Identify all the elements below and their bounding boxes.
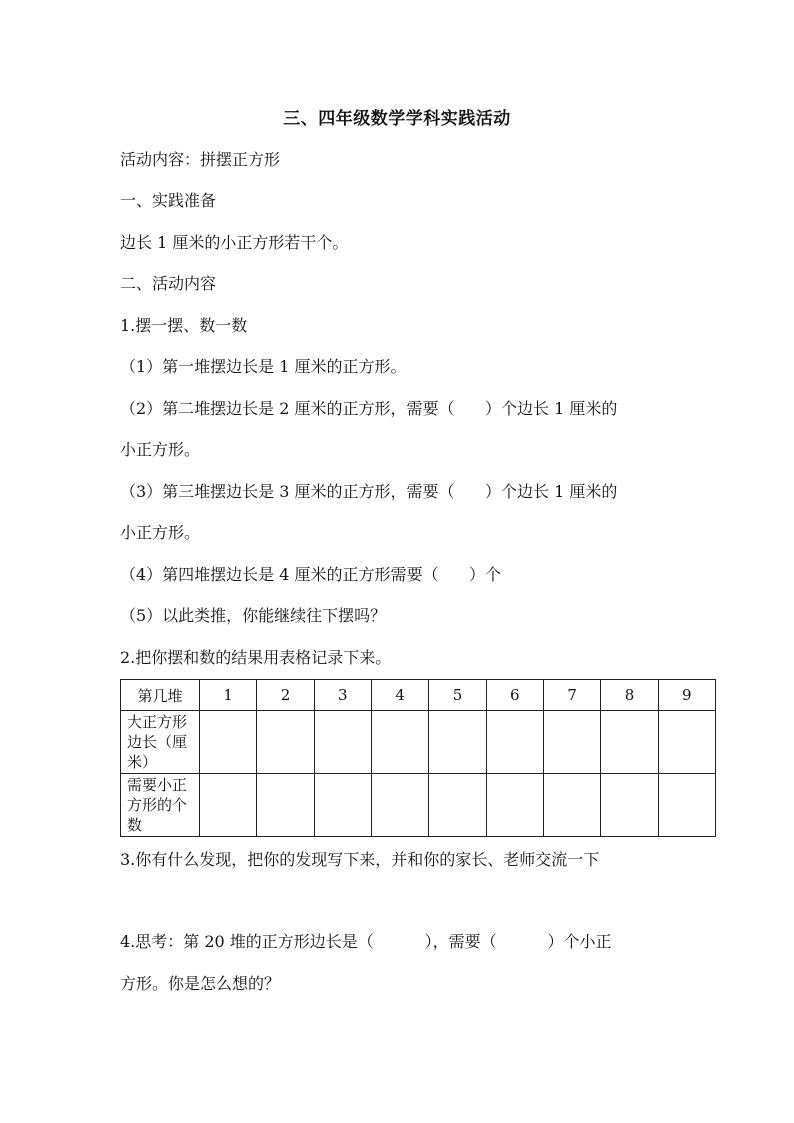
- task2-heading: 2.把你摆和数的结果用表格记录下来。: [120, 648, 392, 667]
- table-column-header: 7: [543, 680, 600, 711]
- table-cell[interactable]: [601, 774, 658, 837]
- table-cell[interactable]: [543, 711, 600, 774]
- table-cell[interactable]: [314, 711, 371, 774]
- table-header-label: 第几堆: [121, 680, 200, 711]
- table-cell[interactable]: [371, 774, 428, 837]
- row-label-count: 需要小正方形的个数: [121, 774, 200, 837]
- task1-item: （2）第二堆摆边长是 2 厘米的正方形，需要（ ）个边长 1 厘米的: [120, 399, 618, 418]
- table-cell[interactable]: [257, 711, 314, 774]
- table-column-header: 6: [486, 680, 543, 711]
- activity-content: 活动内容：拼摆正方形: [120, 150, 281, 169]
- table-cell[interactable]: [257, 774, 314, 837]
- table-cell[interactable]: [543, 774, 600, 837]
- task1-item: 小正方形。: [120, 523, 201, 542]
- task1-item: （4）第四堆摆边长是 4 厘米的正方形需要（ ）个: [120, 565, 502, 584]
- task1-item: 小正方形。: [120, 440, 201, 459]
- task4-line2: 方形。你是怎么想的？: [120, 974, 281, 993]
- table-cell[interactable]: [429, 711, 486, 774]
- table-cell[interactable]: [314, 774, 371, 837]
- table-cell[interactable]: [429, 774, 486, 837]
- task1-item: （1）第一堆摆边长是 1 厘米的正方形。: [120, 357, 407, 376]
- table-row: [121, 774, 716, 837]
- table-column-header: 9: [658, 680, 715, 711]
- table-row: [121, 711, 716, 774]
- table-cell[interactable]: [200, 774, 257, 837]
- task4-line1: 4.思考：第 20 堆的正方形边长是（ ），需要（ ）个小正: [120, 932, 612, 951]
- table-cell[interactable]: [486, 774, 543, 837]
- task1-heading: 1.摆一摆、数一数: [120, 316, 248, 335]
- table-cell[interactable]: [658, 711, 715, 774]
- table-column-header: 8: [601, 680, 658, 711]
- table-header-row: [121, 680, 716, 711]
- table-column-header: 2: [257, 680, 314, 711]
- row-label-side-length: 大正方形边长（厘米）: [121, 711, 200, 774]
- task1-item: （5）以此类推，你能继续往下摆吗？: [120, 606, 387, 625]
- section1-text: 边长 1 厘米的小正方形若干个。: [120, 233, 349, 252]
- section2-heading: 二、活动内容: [120, 274, 217, 293]
- table-cell[interactable]: [200, 711, 257, 774]
- table-cell[interactable]: [486, 711, 543, 774]
- table-column-header: 1: [200, 680, 257, 711]
- table-column-header: 3: [314, 680, 371, 711]
- page-title: 三、四年级数学学科实践活动: [283, 109, 511, 129]
- record-table: [120, 679, 716, 837]
- table-column-header: 5: [429, 680, 486, 711]
- table-cell[interactable]: [658, 774, 715, 837]
- table-cell[interactable]: [371, 711, 428, 774]
- section1-heading: 一、实践准备: [120, 191, 217, 210]
- task3-text: 3.你有什么发现，把你的发现写下来，并和你的家长、老师交流一下: [120, 850, 600, 869]
- task1-item: （3）第三堆摆边长是 3 厘米的正方形，需要（ ）个边长 1 厘米的: [120, 482, 618, 501]
- table-cell[interactable]: [601, 711, 658, 774]
- table-column-header: 4: [371, 680, 428, 711]
